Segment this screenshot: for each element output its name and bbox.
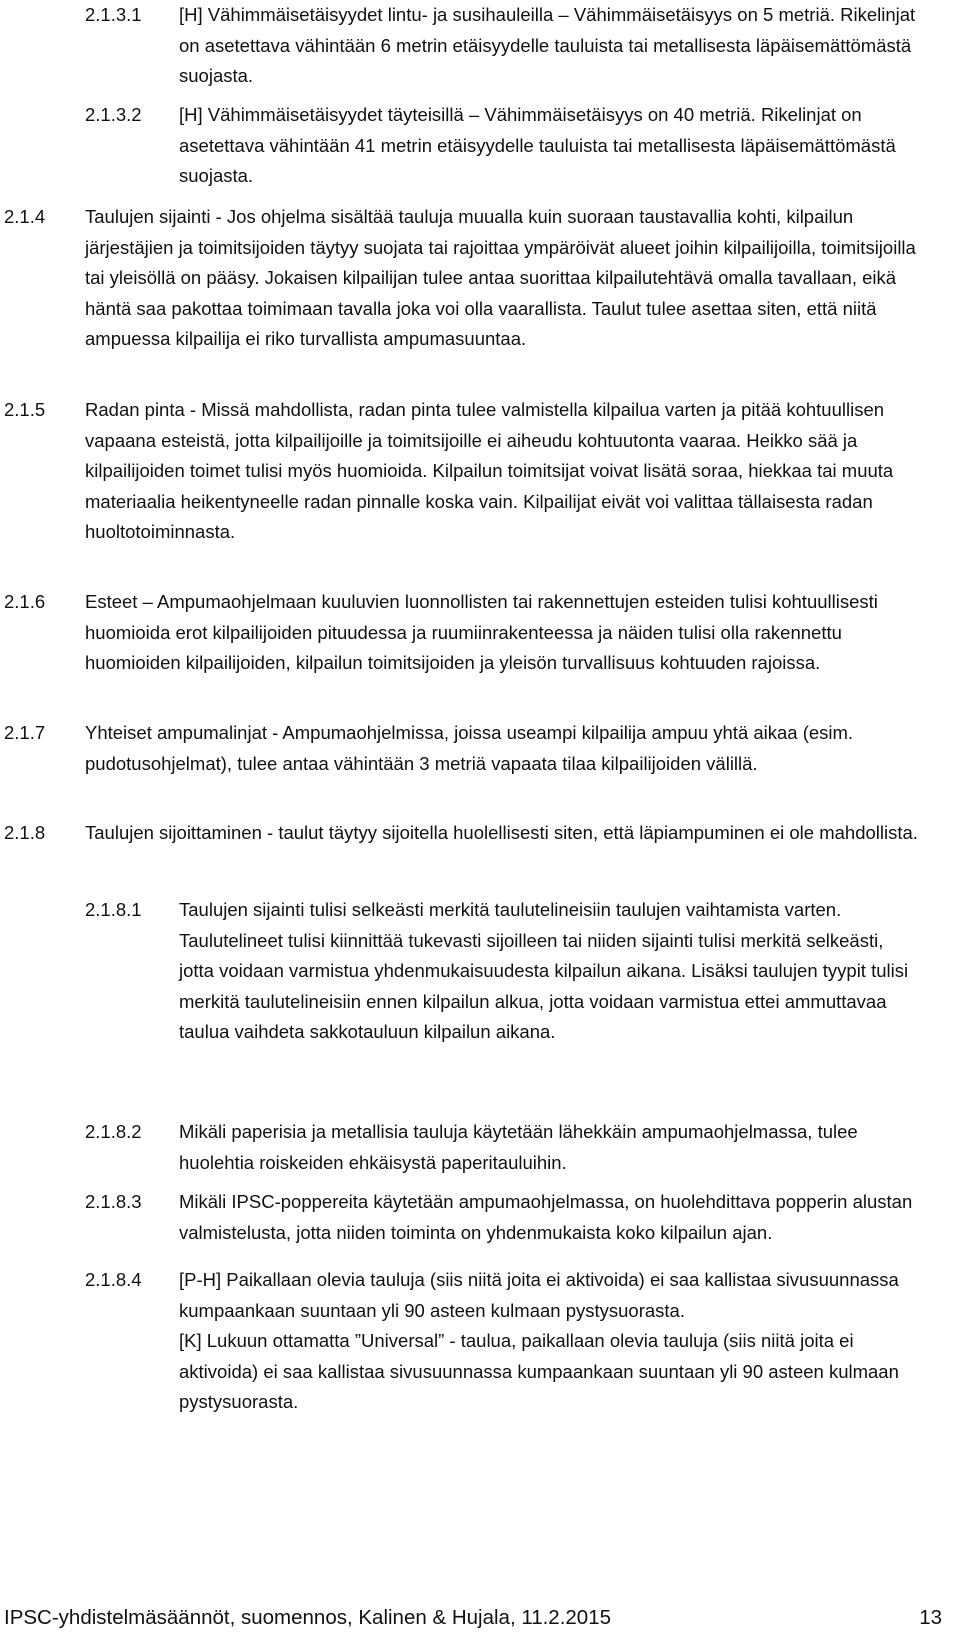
rule-number: 2.1.8.2 xyxy=(85,1121,142,1142)
page-footer xyxy=(4,1604,942,1632)
rule-text: Radan pinta - Missä mahdollista, radan pinta tulee valmistella kilpailua varten ja pitää kohtuullisen vapaana esteistä, jotta kilpailijoille ja toimitsijoille ei aiheudu kohtuutonta vaaraa. Heikko sää ja kilpailijoiden toimet tulisi myös huomioida. Kilpailun toimitsijat voivat lisätä soraa, hiekkaa tai muuta materiaalia heikentyneelle radan pinnalle koska vain. Kilpailijat eivät voi valittaa tällaisesta radan huoltotoiminnasta. xyxy=(85,399,894,542)
rule-text: Yhteiset ampumalinjat - Ampumaohjelmissa, joissa useampi kilpailija ampuu yhtä aikaa (esim. pudotusohjelmat), tulee antaa vähintään 3 metriä vapaata tilaa kilpailijoiden välillä. xyxy=(85,722,854,774)
rule-item xyxy=(85,1187,925,1248)
rule-text: Taulujen sijainti tulisi selkeästi merkitä taulutelineisiin taulujen vaihtamista varten. Taulutelineet tulisi kiinnittää tukevasti sijoilleen tai niiden sijainti tulisi merkitä selkeästi, jotta voidaan varmistua yhdenmukaisuudesta kilpailun aikana. Lisäksi taulujen tyypit tulisi merkitä taulutelineisiin ennen kilpailun alkua, jotta voidaan varmistua ettei ammuttavaa taulua vaihdeta sakkotauluun kilpailun aikana. xyxy=(179,899,909,1042)
rule-text: [P-H] Paikallaan olevia tauluja (siis niitä joita ei aktivoida) ei saa kallistaa sivusuunnassa kumpaankaan suuntaan yli 90 asteen kulmaan pystysuorasta. xyxy=(179,1269,899,1321)
rule-text-continued: [K] Lukuun ottamatta ”Universal” - taulua, paikallaan olevia tauluja (siis niitä joita ei aktivoida) ei saa kallistaa sivusuunnassa kumpaankaan suuntaan yli 90 asteen kulmaan pystysuorasta. xyxy=(179,1330,899,1412)
rule-text: Taulujen sijainti - Jos ohjelma sisältää tauluja muualla kuin suoraan taustavallia kohti, kilpailun järjestäjien ja toimitsijoiden täytyy suojata tai rajoittaa ympäröivät alueet joihin kilpailijoilla, toimitsijoilla tai yleisöllä on pääsy. Jokaisen kilpailijan tulee antaa suorittaa kilpailutehtävä omalla tavallaan, eikä häntä saa pakottaa toimimaan tavalla joka voi olla vaarallista. Taulut tulee asettaa siten, että niitä ampuessa kilpailija ei riko turvallista ampumasuuntaa. xyxy=(85,206,916,349)
rule-item xyxy=(4,718,924,779)
rule-number: 2.1.3.2 xyxy=(85,104,142,125)
rule-number: 2.1.6 xyxy=(4,591,46,612)
rule-number: 2.1.8.4 xyxy=(85,1269,142,1290)
rule-item xyxy=(85,100,925,192)
page-number: 13 xyxy=(919,1606,942,1629)
rule-number: 2.1.7 xyxy=(4,722,46,743)
rule-item xyxy=(4,587,924,679)
rule-item xyxy=(4,818,924,849)
rule-number: 2.1.4 xyxy=(4,206,46,227)
rule-text: [H] Vähimmäisetäisyydet täyteisillä – Vähimmäisetäisyys on 40 metriä. Rikelinjat on asetettava vähintään 41 metrin etäisyydelle tauluista tai metallisesta läpäisemättömästä suojasta. xyxy=(179,104,896,186)
rule-item xyxy=(4,202,924,355)
rule-item xyxy=(4,395,924,548)
rule-item xyxy=(85,1117,925,1178)
footer-title: IPSC-yhdistelmäsäännöt, suomennos, Kalinen & Hujala, 11.2.2015 xyxy=(4,1606,612,1629)
rule-text: [H] Vähimmäisetäisyydet lintu- ja susihauleilla – Vähimmäisetäisyys on 5 metriä. Rikelinjat on asetettava vähintään 6 metrin etäisyydelle tauluista tai metallisesta läpäisemättömästä suojasta. xyxy=(179,4,916,86)
rule-text: Esteet – Ampumaohjelmaan kuuluvien luonnollisten tai rakennettujen esteiden tulisi kohtuullisesti huomioida erot kilpailijoiden pituudessa ja ruumiinrakenteessa ja näiden tulisi olla rakennettu huomioiden kilpailijoiden, kilpailun toimitsijoiden ja yleisön turvallisuus kohtuuden rajoissa. xyxy=(85,591,878,673)
rule-item xyxy=(85,1265,925,1418)
rule-item xyxy=(85,895,925,1048)
rule-number: 2.1.5 xyxy=(4,399,46,420)
rule-number: 2.1.8.1 xyxy=(85,899,142,920)
rule-number: 2.1.3.1 xyxy=(85,4,142,25)
rule-text: Mikäli paperisia ja metallisia tauluja käytetään lähekkäin ampumaohjelmassa, tulee huolehtia roiskeiden ehkäisystä paperitauluihin. xyxy=(179,1121,858,1173)
rule-number: 2.1.8.3 xyxy=(85,1191,142,1212)
rule-text: Mikäli IPSC-poppereita käytetään ampumaohjelmassa, on huolehdittava popperin alustan valmistelusta, jotta niiden toiminta on yhdenmukaista koko kilpailun ajan. xyxy=(179,1191,913,1243)
rule-text: Taulujen sijoittaminen - taulut täytyy sijoitella huolellisesti siten, että läpiampuminen ei ole mahdollista. xyxy=(85,822,918,843)
rule-number: 2.1.8 xyxy=(4,822,46,843)
rule-item xyxy=(85,0,925,92)
